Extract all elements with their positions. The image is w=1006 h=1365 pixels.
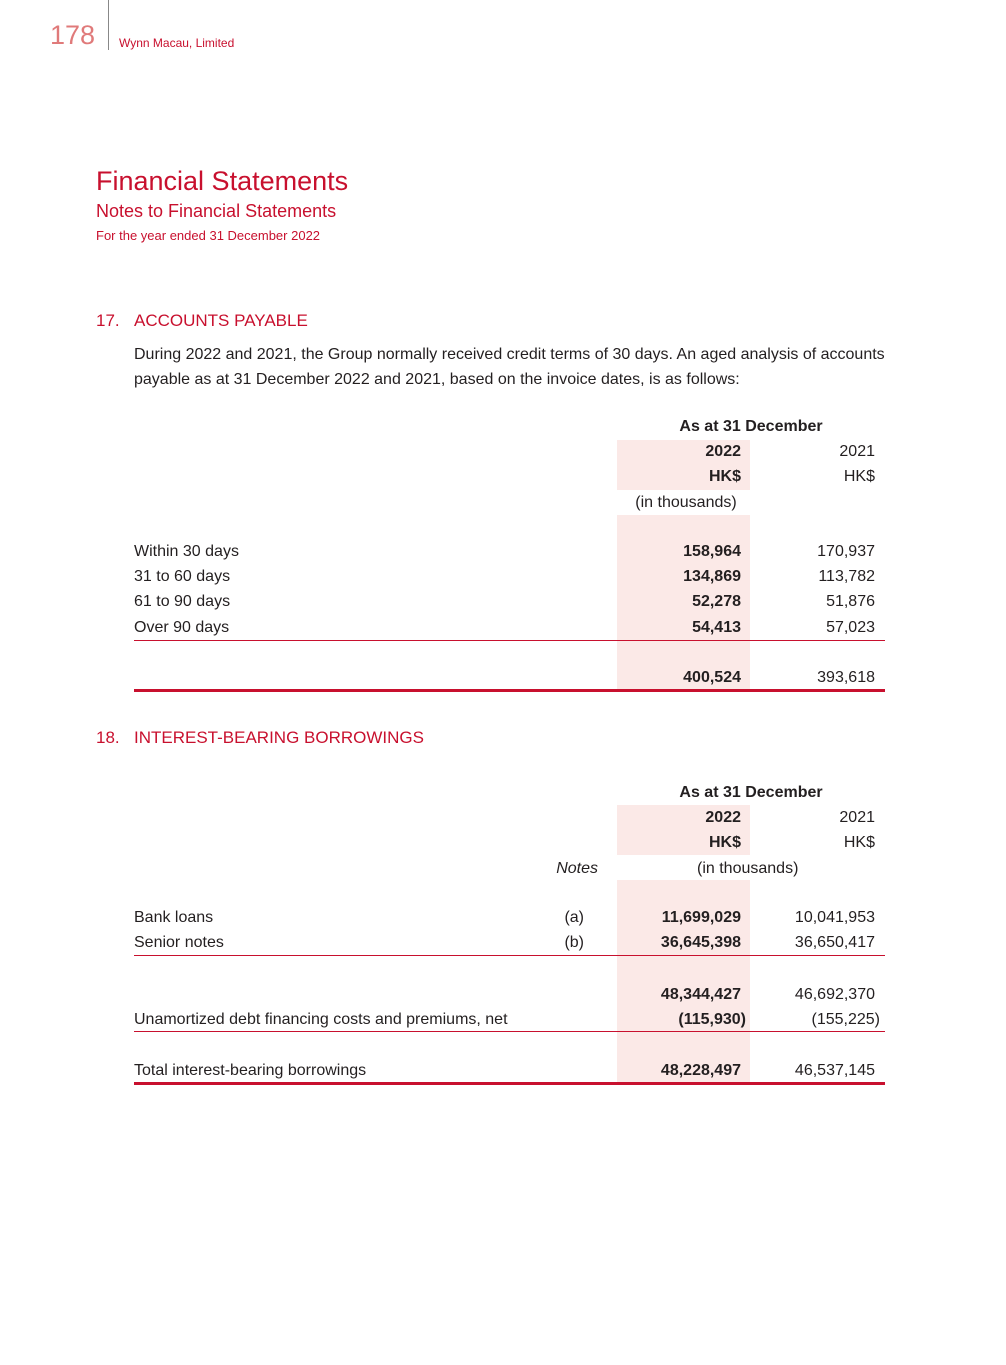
year-2022: 2022: [705, 443, 741, 460]
currency-2022: HK$: [708, 834, 741, 851]
section-title: INTEREST-BEARING BORROWINGS: [134, 728, 424, 747]
total-2021: 46,537,145: [794, 1062, 875, 1079]
subtotal-rule: [134, 955, 885, 956]
value-2021: 113,782: [818, 568, 875, 585]
group-header: As at 31 December: [679, 418, 823, 435]
subtotal-2021: 46,692,370: [794, 986, 875, 1003]
notes-header: Notes: [556, 860, 598, 877]
unit-text: (in thousands): [635, 494, 737, 511]
row-label: Total interest-bearing borrowings: [134, 1062, 367, 1079]
value-2022: 52,278: [692, 593, 741, 610]
total-2022: 400,524: [683, 669, 741, 686]
total-2022: 48,228,497: [660, 1062, 741, 1079]
row-label: Over 90 days: [134, 619, 230, 636]
row-label: 31 to 60 days: [134, 568, 231, 585]
value-2021: 36,650,417: [794, 934, 875, 951]
subtotal-rule: [134, 640, 885, 641]
adjustment-rule: [134, 1031, 885, 1032]
row-label: Within 30 days: [134, 543, 239, 560]
currency-2021: HK$: [843, 834, 875, 851]
value-2022: 36,645,398: [660, 934, 741, 951]
value-2022: 134,869: [683, 568, 741, 585]
value-2022: 158,964: [683, 543, 741, 560]
value-2021: 57,023: [826, 619, 875, 636]
unit-label: (in thousands): [697, 860, 799, 877]
year-2021: 2021: [839, 443, 875, 460]
value-2021: 170,937: [817, 543, 875, 560]
row-label: Senior notes: [134, 934, 224, 951]
note-ref: (a): [564, 909, 584, 926]
row-label: 61 to 90 days: [134, 593, 231, 610]
page-number: 178: [50, 20, 96, 50]
subtotal-2022: 48,344,427: [660, 986, 741, 1003]
section-17-paragraph: During 2022 and 2021, the Group normally received credit terms of 30 days. An aged analysis of accounts payable as at 31 December 2022 and 2021, based on the invoice dates, is as follows:: [134, 346, 885, 388]
section-18-heading: [96, 728, 424, 748]
note-ref: (b): [564, 934, 584, 951]
row-label: Unamortized debt financing costs and premiums, net: [134, 1011, 508, 1028]
total-rule: [134, 1082, 885, 1085]
page-period: For the year ended 31 December 2022: [96, 228, 321, 243]
currency-2022: HK$: [708, 468, 741, 485]
section-number: 17.: [96, 311, 120, 330]
section-17-heading: [96, 311, 308, 331]
group-header: As at 31 December: [679, 784, 823, 801]
currency-2021: HK$: [843, 468, 875, 485]
value-2022: 54,413: [692, 619, 741, 636]
year-2021: 2021: [839, 809, 875, 826]
page-subtitle: Notes to Financial Statements: [96, 201, 337, 221]
unit-label: [617, 493, 885, 513]
value-2021: 10,041,953: [794, 909, 875, 926]
total-rule: [134, 689, 885, 692]
row-label: Bank loans: [134, 909, 214, 926]
page-title: Financial Statements: [96, 166, 349, 196]
total-2021: 393,618: [817, 669, 875, 686]
header-divider: [108, 0, 109, 50]
adjustment-2022: (115,930): [678, 1011, 746, 1028]
section-number: 18.: [96, 728, 120, 747]
company-name: Wynn Macau, Limited: [119, 36, 235, 50]
section-title: ACCOUNTS PAYABLE: [134, 311, 308, 330]
year-2022: 2022: [705, 809, 741, 826]
value-2022: 11,699,029: [661, 909, 741, 926]
adjustment-2021: (155,225): [811, 1011, 880, 1028]
value-2021: 51,876: [826, 593, 875, 610]
